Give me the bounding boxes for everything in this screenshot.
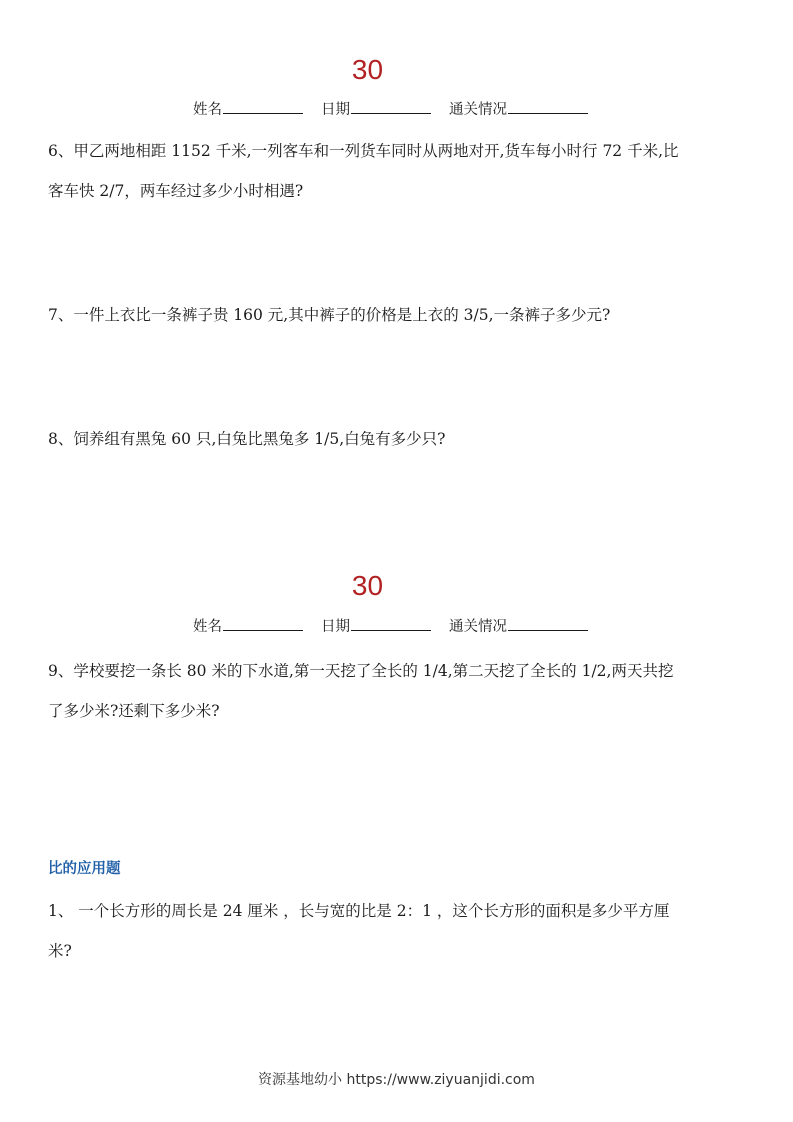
question-7-line-1: 7、一件上衣比一条裤子贵 160 元,其中裤子的价格是上衣的 3/5,一条裤子多少元? bbox=[48, 306, 611, 324]
question-8 bbox=[48, 419, 748, 459]
question-7 bbox=[48, 295, 748, 335]
page-title-2: 30 bbox=[351, 570, 384, 601]
status-field[interactable] bbox=[449, 98, 588, 121]
question-1-line-1: 1、 一个长方形的周长是 24 厘米 ，长与宽的比是 2：1 ，这个长方形的面积是多少平方厘 bbox=[48, 902, 670, 920]
status-label: 通关情况 bbox=[449, 102, 507, 118]
question-6-line-2: 客车快 2/7，两车经过多少小时相遇? bbox=[48, 182, 304, 200]
date-blank[interactable] bbox=[351, 98, 431, 114]
name-label-2: 姓名 bbox=[193, 619, 222, 635]
name-field[interactable] bbox=[193, 98, 303, 121]
footer-watermark: 资源基地幼小 https://www.ziyuanjidi.com bbox=[258, 1072, 535, 1088]
question-9 bbox=[48, 651, 748, 731]
question-8-line-1: 8、饲养组有黑兔 60 只,白兔比黑兔多 1/5,白兔有多少只? bbox=[48, 430, 446, 448]
info-row-2 bbox=[0, 615, 793, 637]
page-title: 30 bbox=[351, 54, 384, 85]
question-1 bbox=[48, 891, 748, 971]
name-field-2[interactable] bbox=[193, 615, 303, 638]
question-6-line-1: 6、甲乙两地相距 1152 千米,一列客车和一列货车同时从两地对开,货车每小时行 72 千米,比 bbox=[48, 142, 679, 160]
name-blank-2[interactable] bbox=[223, 615, 303, 631]
date-label: 日期 bbox=[321, 102, 350, 118]
date-label-2: 日期 bbox=[321, 619, 350, 635]
name-label: 姓名 bbox=[193, 102, 222, 118]
date-blank-2[interactable] bbox=[351, 615, 431, 631]
status-blank[interactable] bbox=[508, 98, 588, 114]
question-9-line-1: 9、学校要挖一条长 80 米的下水道,第一天挖了全长的 1/4,第二天挖了全长的 1/2,两天共挖 bbox=[48, 662, 674, 680]
name-blank[interactable] bbox=[223, 98, 303, 114]
info-row bbox=[0, 98, 793, 120]
date-field-2[interactable] bbox=[321, 615, 431, 638]
question-1-line-2: 米? bbox=[48, 942, 72, 960]
question-6 bbox=[48, 131, 748, 211]
date-field[interactable] bbox=[321, 98, 431, 121]
status-field-2[interactable] bbox=[449, 615, 588, 638]
status-blank-2[interactable] bbox=[508, 615, 588, 631]
status-label-2: 通关情况 bbox=[449, 619, 507, 635]
section-heading: 比的应用题 bbox=[48, 861, 121, 877]
question-9-line-2: 了多少米?还剩下多少米? bbox=[48, 702, 220, 720]
